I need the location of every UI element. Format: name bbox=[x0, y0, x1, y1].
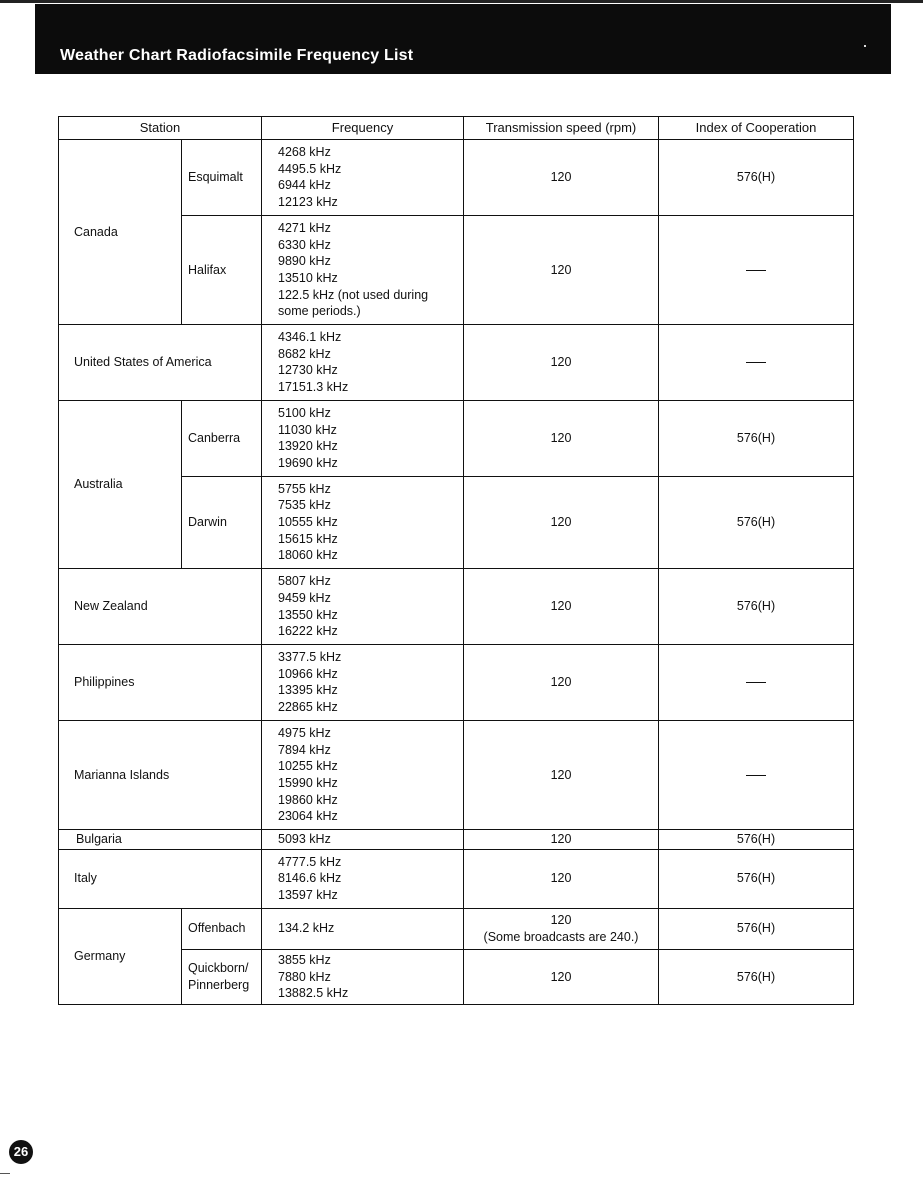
index-value bbox=[659, 644, 854, 720]
speed-value: 120 bbox=[464, 644, 659, 720]
frequency-value: 7880 kHz bbox=[278, 969, 331, 984]
frequency-value: 5093 kHz bbox=[278, 832, 331, 847]
frequency-value: 13550 kHz bbox=[278, 607, 338, 622]
frequency-value: 4495.5 kHz bbox=[278, 161, 342, 176]
frequency-value: 3855 kHz bbox=[278, 952, 331, 967]
frequency-value: 4271 kHz bbox=[278, 220, 331, 235]
speed-value: 120 bbox=[464, 476, 659, 569]
frequency-list bbox=[262, 400, 464, 476]
city-quickborn-pinnerberg bbox=[182, 949, 262, 1004]
speed-value: 120 bbox=[464, 849, 659, 908]
frequency-value: 10255 kHz bbox=[278, 759, 338, 774]
city-darwin: Darwin bbox=[182, 476, 262, 569]
speed-value: 120 bbox=[464, 720, 659, 829]
index-value bbox=[659, 215, 854, 324]
frequency-value: 15990 kHz bbox=[278, 775, 338, 790]
speed-value: 120 bbox=[464, 400, 659, 476]
dash-mark bbox=[746, 362, 766, 363]
table-header-row bbox=[59, 117, 854, 140]
speed-value: 120 bbox=[550, 913, 572, 928]
city-offenbach: Offenbach bbox=[182, 908, 262, 949]
table-row bbox=[59, 325, 854, 401]
city-line: Quickborn/ bbox=[188, 961, 249, 976]
frequency-value: 13882.5 kHz bbox=[278, 986, 349, 1001]
table-row bbox=[59, 720, 854, 829]
table-row bbox=[59, 908, 854, 949]
frequency-value: 122.5 kHz (not used during bbox=[278, 287, 429, 302]
frequency-value: 10966 kHz bbox=[278, 666, 338, 681]
speed-value: 120 bbox=[464, 325, 659, 401]
table-row bbox=[59, 830, 854, 850]
table-row bbox=[59, 400, 854, 476]
frequency-value: 8682 kHz bbox=[278, 346, 331, 361]
index-value bbox=[659, 720, 854, 829]
frequency-list bbox=[262, 476, 464, 569]
frequency-value: 4777.5 kHz bbox=[278, 854, 342, 869]
frequency-value: 11030 kHz bbox=[278, 422, 337, 437]
index-value: 576(H) bbox=[659, 908, 854, 949]
country-italy: Italy bbox=[59, 849, 262, 908]
table-row bbox=[59, 140, 854, 216]
city-esquimalt: Esquimalt bbox=[182, 140, 262, 216]
table-row bbox=[59, 569, 854, 645]
country-usa: United States of America bbox=[59, 325, 262, 401]
frequency-value: 19860 kHz bbox=[278, 792, 338, 807]
frequency-list bbox=[262, 644, 464, 720]
footer-rule bbox=[0, 1173, 10, 1174]
frequency-value: 12730 kHz bbox=[278, 363, 338, 378]
frequency-value: 9890 kHz bbox=[278, 254, 331, 269]
frequency-value: 4268 kHz bbox=[278, 145, 331, 159]
frequency-value: 5755 kHz bbox=[278, 481, 331, 496]
city-line: Pinnerberg bbox=[188, 977, 250, 992]
frequency-list bbox=[262, 215, 464, 324]
index-value: 576(H) bbox=[659, 140, 854, 216]
frequency-note: some periods.) bbox=[278, 304, 361, 319]
frequency-list bbox=[262, 830, 464, 850]
country-germany: Germany bbox=[59, 908, 182, 1004]
table-row bbox=[59, 644, 854, 720]
country-canada: Canada bbox=[59, 140, 182, 325]
index-value: 576(H) bbox=[659, 476, 854, 569]
header-transmission-speed: Transmission speed (rpm) bbox=[464, 117, 659, 140]
country-philippines: Philippines bbox=[59, 644, 262, 720]
frequency-value: 5807 kHz bbox=[278, 574, 331, 589]
dash-mark bbox=[746, 682, 766, 683]
header-frequency: Frequency bbox=[262, 117, 464, 140]
frequency-value: 7894 kHz bbox=[278, 742, 331, 757]
frequency-value: 10555 kHz bbox=[278, 515, 338, 530]
speed-cell bbox=[464, 908, 659, 949]
frequency-value: 134.2 kHz bbox=[278, 921, 335, 936]
speed-value: 120 bbox=[464, 215, 659, 324]
frequency-list bbox=[262, 325, 464, 401]
frequency-list bbox=[262, 949, 464, 1004]
frequency-list bbox=[262, 849, 464, 908]
city-halifax: Halifax bbox=[182, 215, 262, 324]
header-index-of-cooperation: Index of Cooperation bbox=[659, 117, 854, 140]
country-new-zealand: New Zealand bbox=[59, 569, 262, 645]
frequency-value: 23064 kHz bbox=[278, 809, 338, 824]
index-value: 576(H) bbox=[659, 949, 854, 1004]
frequency-value: 22865 kHz bbox=[278, 700, 338, 715]
index-value: 576(H) bbox=[659, 849, 854, 908]
page-title: Weather Chart Radiofacsimile Frequency List bbox=[60, 47, 414, 64]
country-australia: Australia bbox=[59, 400, 182, 568]
speed-value: 120 bbox=[464, 949, 659, 1004]
country-marianna-islands: Marianna Islands bbox=[59, 720, 262, 829]
page-number-badge: 26 bbox=[9, 1140, 33, 1164]
frequency-value: 3377.5 kHz bbox=[278, 649, 342, 664]
frequency-list bbox=[262, 569, 464, 645]
index-value bbox=[659, 325, 854, 401]
header-station: Station bbox=[59, 117, 262, 140]
speed-value: 120 bbox=[464, 569, 659, 645]
frequency-value: 13395 kHz bbox=[278, 683, 338, 698]
frequency-value: 4346.1 kHz bbox=[278, 330, 342, 345]
dash-mark bbox=[746, 270, 766, 271]
top-rule bbox=[0, 0, 923, 3]
frequency-value: 17151.3 kHz bbox=[278, 380, 349, 395]
speed-note: (Some broadcasts are 240.) bbox=[483, 929, 639, 944]
title-banner bbox=[35, 4, 891, 74]
frequency-value: 4975 kHz bbox=[278, 725, 331, 740]
frequency-value: 13597 kHz bbox=[278, 888, 338, 903]
frequency-list bbox=[262, 140, 464, 216]
frequency-value: 6330 kHz bbox=[278, 237, 331, 252]
frequency-list bbox=[262, 720, 464, 829]
frequency-value: 19690 kHz bbox=[278, 455, 338, 470]
frequency-value: 13920 kHz bbox=[278, 439, 338, 454]
frequency-value: 7535 kHz bbox=[278, 498, 331, 513]
speed-value: 120 bbox=[464, 140, 659, 216]
frequency-value: 13510 kHz bbox=[278, 270, 338, 285]
frequency-value: 15615 kHz bbox=[278, 531, 338, 546]
frequency-value: 5100 kHz bbox=[278, 405, 331, 420]
index-value: 576(H) bbox=[659, 569, 854, 645]
speed-value: 120 bbox=[464, 830, 659, 850]
frequency-list bbox=[262, 908, 464, 949]
country-bulgaria: Bulgaria bbox=[59, 830, 262, 850]
frequency-table bbox=[58, 116, 854, 1005]
frequency-value: 16222 kHz bbox=[278, 624, 338, 639]
table-row bbox=[59, 849, 854, 908]
dash-mark bbox=[746, 775, 766, 776]
frequency-value: 8146.6 kHz bbox=[278, 871, 342, 886]
city-canberra: Canberra bbox=[182, 400, 262, 476]
frequency-value: 18060 kHz bbox=[278, 548, 338, 563]
frequency-value: 9459 kHz bbox=[278, 590, 331, 605]
banner-mark bbox=[864, 45, 866, 47]
index-value: 576(H) bbox=[659, 830, 854, 850]
frequency-value: 12123 kHz bbox=[278, 195, 338, 210]
index-value: 576(H) bbox=[659, 400, 854, 476]
frequency-value: 6944 kHz bbox=[278, 178, 331, 193]
